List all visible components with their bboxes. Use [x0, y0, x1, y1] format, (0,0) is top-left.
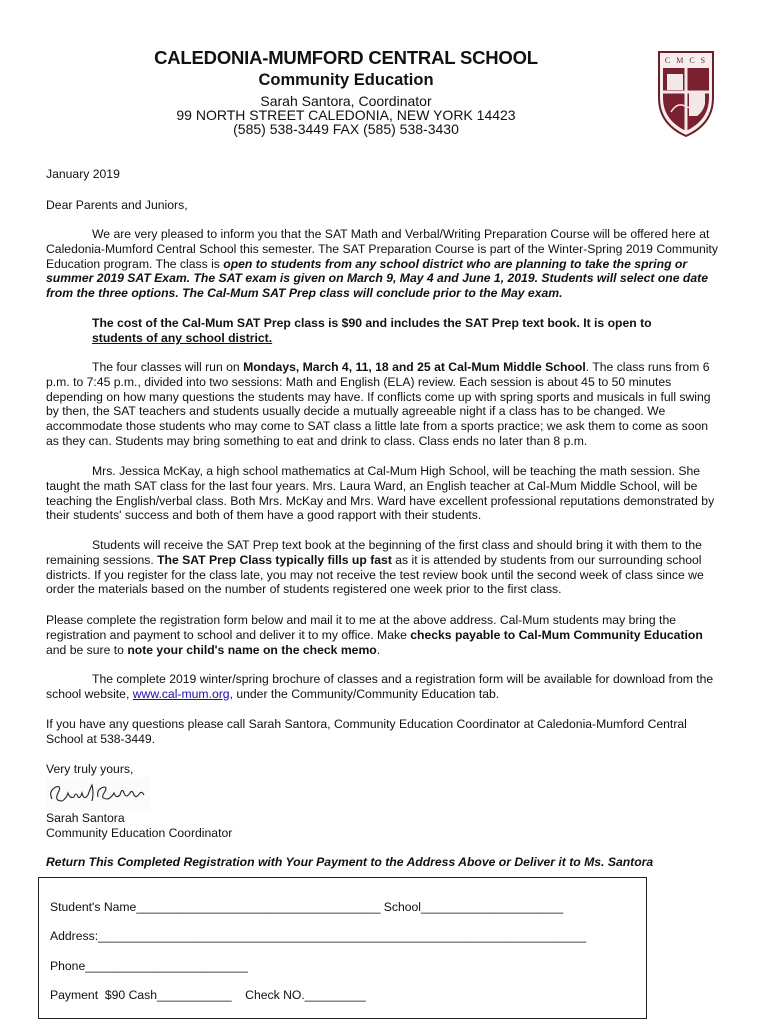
address-field[interactable]: Address:________________________________________________________________________ — [50, 929, 587, 943]
paragraph-registration: Please complete the registration form below and mail it to me at the above address. Cal-Mum students may bring the registration and payment to school and deliver it to my office. Make checks payable to Cal-Mum Community Education and be sure to note your child's name on the check memo. — [46, 613, 703, 657]
school-website-link[interactable]: www.cal-mum.org — [132, 686, 230, 701]
letter-date: January 2019 — [46, 167, 120, 181]
signer-title: Community Education Coordinator — [46, 826, 233, 840]
registration-form — [38, 877, 647, 1019]
school-crest-logo — [655, 46, 717, 138]
department-title: Community Education — [258, 71, 434, 89]
school-name: CALEDONIA-MUMFORD CENTRAL SCHOOL — [154, 47, 538, 68]
crest-letters: C M C S — [664, 56, 708, 65]
return-instructions: Return This Completed Registration with Your Payment to the Address Above or Deliver it to Ms. Santora — [46, 855, 654, 869]
closing: Very truly yours, — [46, 762, 134, 776]
paragraph-textbook: Students will receive the SAT Prep text book at the beginning of the first class and should bring it with them to the remaining sessions. The SAT Prep Class typically fills up fast as it is attended by students from our surrounding school districts. If you register for the class late, you may not receive the test review book until the second week of class since we order the materials based on the number of students registered one week prior to the first class. — [46, 538, 704, 597]
address-line: 99 NORTH STREET CALEDONIA, NEW YORK 14423 — [176, 107, 516, 123]
coordinator-line: Sarah Santora, Coordinator — [260, 93, 432, 109]
paragraph-brochure: The complete 2019 winter/spring brochure of classes and a registration form will be available for download from the school website, www.cal-mum.org, under the Community/Community Education tab. — [46, 672, 714, 701]
signer-name: Sarah Santora — [46, 811, 125, 825]
phone-fax-line: (585) 538-3449 FAX (585) 538-3430 — [233, 121, 459, 137]
cost-notice: The cost of the Cal-Mum SAT Prep class is $90 and includes the SAT Prep text book. It is open to students of any school district. — [92, 316, 652, 345]
student-name-school-field[interactable]: Student's Name____________________________________ School_____________________ — [50, 900, 564, 914]
paragraph-questions: If you have any questions please call Sarah Santora, Community Education Coordinator at Caledonia-Mumford Central School at 538-3449. — [46, 717, 687, 746]
payment-field[interactable]: Payment $90 Cash___________ Check NO._________ — [50, 988, 366, 1002]
paragraph-intro: We are very pleased to inform you that the SAT Math and Verbal/Writing Preparation Course will be offered here at Caledonia-Mumford Central School this semester. The SAT Preparation Course is part of the Winter-Spring 2019 Community Education program. The class is open to students from any school district who are planning to take the spring or summer 2019 SAT Exam. The SAT exam is given on March 9, May 4 and June 1, 2019. Students will select one date from the three options. The Cal-Mum SAT Prep class will conclude prior to the May exam. — [46, 227, 718, 301]
paragraph-teachers: Mrs. Jessica McKay, a high school mathematics at Cal-Mum High School, will be teaching the math session. She taught the math SAT class for the last four years. Mrs. Laura Ward, an English teacher at Cal-Mum Middle School, will be teaching the English/verbal class. Both Mrs. McKay and Mrs. Ward have excellent professional reputations demonstrated by their students' success and both of them have a good rapport with their students. — [46, 464, 715, 523]
paragraph-schedule: The four classes will run on Mondays, March 4, 11, 18 and 25 at Cal-Mum Middle School. The class runs from 6 p.m. to 7:45 p.m., divided into two sessions: Math and English (ELA) review. Each session is about 45 to 50 minutes depending on how many questions the students may have. If conflicts come up with spring sports and musicals in full swing by then, the SAT teachers and students usually decide a mutually agreeable night if a class has to be changed. We accommodate those students who may come to SAT class a little late from a sports practice; we ask them to come as soon as they can. Students may bring something to eat and drink to class. Class ends no later than 8 p.m. — [46, 360, 711, 448]
salutation: Dear Parents and Juniors, — [46, 198, 188, 212]
phone-field[interactable]: Phone________________________ — [50, 959, 248, 973]
handwritten-signature — [46, 777, 150, 811]
